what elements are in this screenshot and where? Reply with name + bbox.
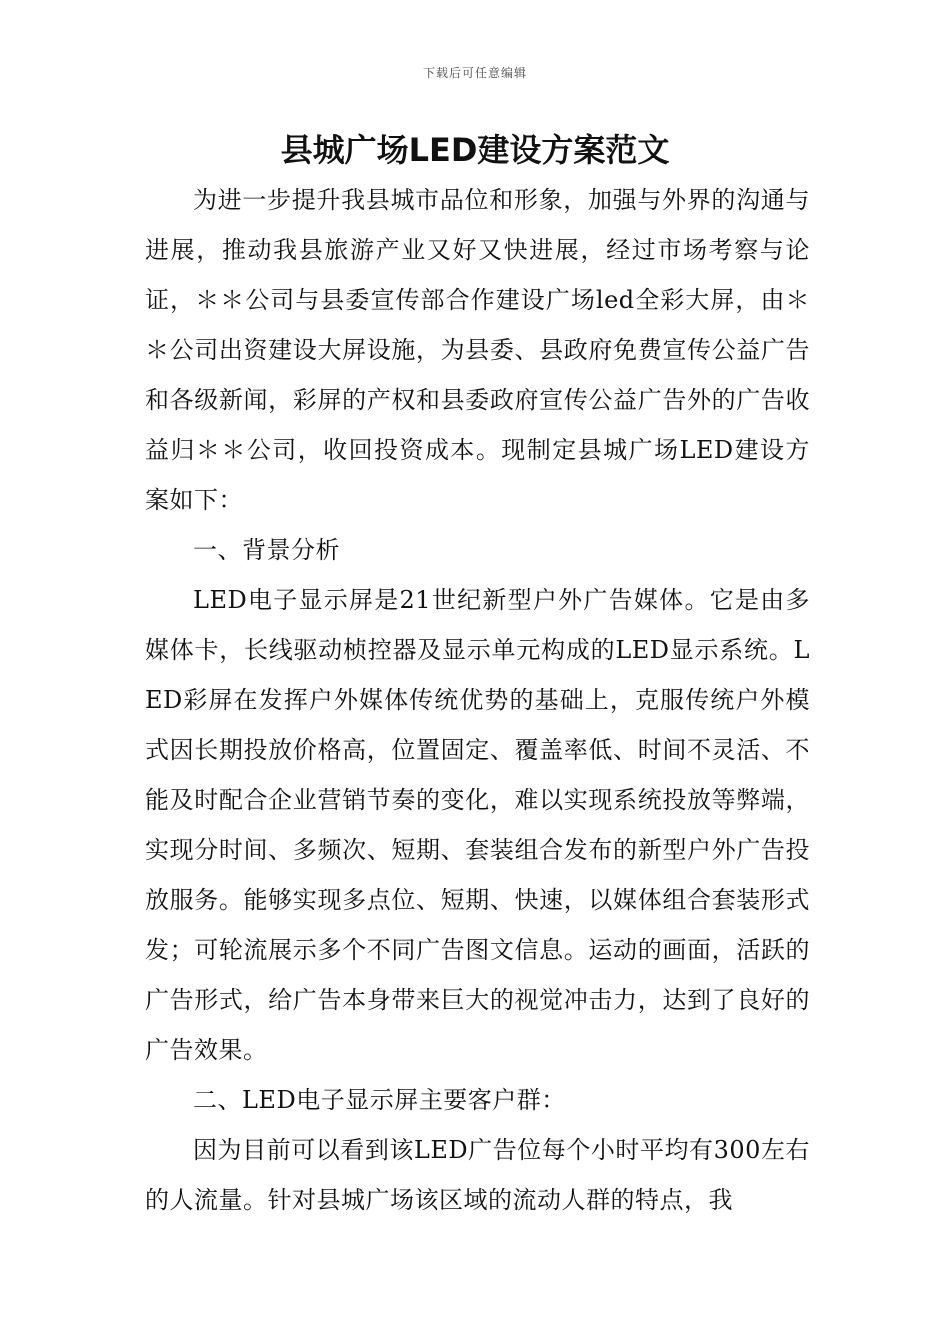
paragraph-intro: 为进一步提升我县城市品位和形象，加强与外界的沟通与进展，推动我县旅游产业又好又快进展，经过市场考察与论证，＊＊公司与县委宣传部合作建设广场led全彩大屏，由＊＊公司出资建设大屏设施，为县委、县政府免费宣传公益广告和各级新闻，彩屏的产权和县委政府宣传公益广告外的广告收益归＊＊公司，收回投资成本。现制定县城广场LED建设方案如下： — [145, 186, 810, 514]
paragraph-background: LED电子显示屏是21世纪新型户外广告媒体。它是由多媒体卡，长线驱动桢控器及显示单元构成的LED显示系统。LED彩屏在发挥户外媒体传统优势的基础上，克服传统户外模式因长期投放价格高，位置固定、覆盖率低、时间不灵活、不能及时配合企业营销节奏的变化，难以实现系统投放等弊端，实现分时间、多频次、短期、套装组合发布的新型户外广告投放服务。能够实现多点位、短期、快速，以媒体组合套装形式发；可轮流展示多个不同广告图文信息。运动的画面，活跃的广告形式，给广告本身带来巨大的视觉冲击力，达到了良好的广告效果。 — [145, 586, 810, 1064]
section-heading-background: 一、背景分析 — [193, 536, 340, 564]
paragraph-customers: 因为目前可以看到该LED广告位每个小时平均有300左右的人流量。针对县城广场该区域的流动人群的特点，我 — [145, 1136, 810, 1214]
section-heading-customers: 二、LED电子显示屏主要客户群： — [193, 1086, 566, 1114]
header-note: 下载后可任意编辑 — [422, 66, 527, 80]
document-body — [145, 175, 810, 1225]
document-title: 县城广场LED建设方案范文 — [280, 131, 670, 169]
